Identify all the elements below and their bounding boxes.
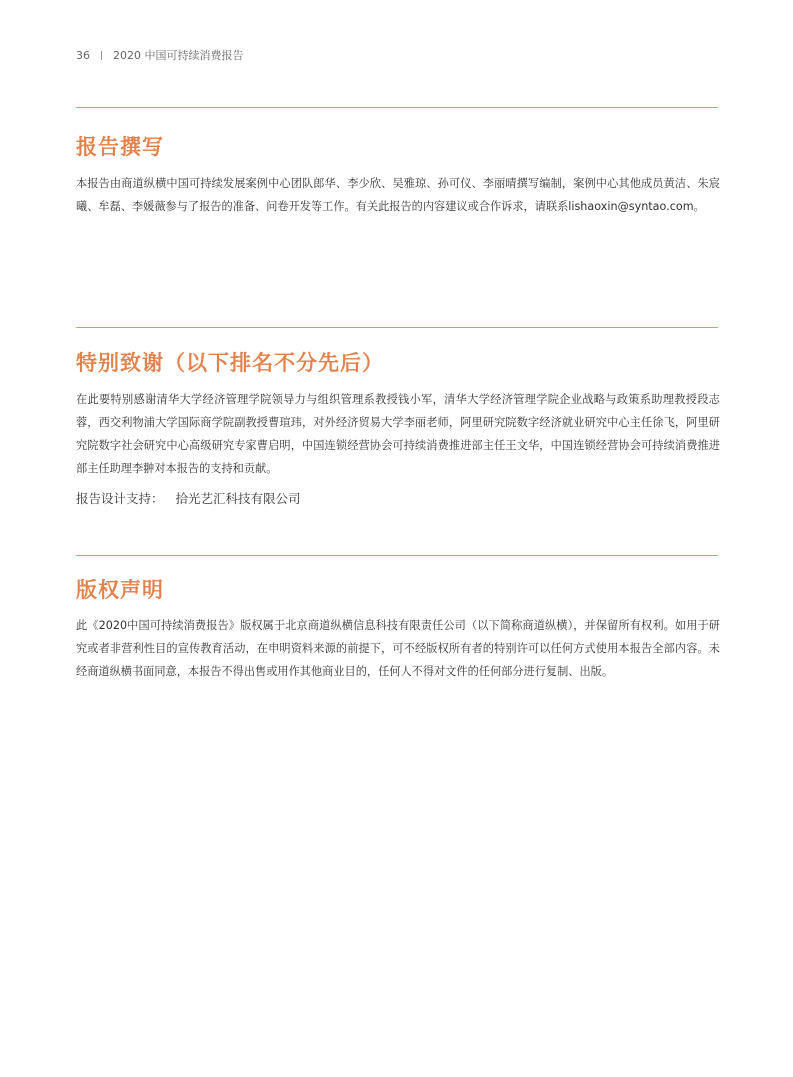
design-support-line bbox=[76, 489, 301, 509]
authors-paragraph: 本报告由商道纵横中国可持续发展案例中心团队郎华、李少欣、吴雅琼、孙可仪、李丽晴撰写编制，案例中心其他成员黄洁、朱宸曦、牟磊、李媛薇参与了报告的准备、问卷开发等工作。有关此报告的内容建议或合作诉求，请联系lishaoxin@syntao.com。 bbox=[76, 177, 720, 213]
page-header bbox=[76, 47, 244, 63]
page-number: 36 bbox=[76, 49, 90, 62]
design-support-value: 拾光艺汇科技有限公司 bbox=[175, 491, 301, 506]
report-title: 2020 中国可持续消费报告 bbox=[113, 49, 244, 62]
header-divider bbox=[101, 51, 102, 60]
copyright-paragraph: 此《2020中国可持续消费报告》版权属于北京商道纵横信息科技有限责任公司（以下简称商道纵横），并保留所有权利。如用于研究或者非营利性目的宣传教育活动，在申明资料来源的前提下，可不经版权所有者的特别许可以任何方式使用本报告全部内容。未经商道纵横书面同意，本报告不得出售或用作其他商业目的，任何人不得对文件的任何部分进行复制、出版。 bbox=[76, 619, 720, 678]
section-title-authors: 报告撰写 bbox=[76, 135, 164, 159]
section-divider-acknowledgements bbox=[76, 327, 718, 328]
section-title-acknowledgements: 特别致谢（以下排名不分先后） bbox=[76, 351, 384, 375]
section-divider-copyright bbox=[76, 555, 718, 556]
section-title-copyright: 版权声明 bbox=[76, 578, 164, 602]
acknowledgements-paragraph: 在此要特别感谢清华大学经济管理学院领导力与组织管理系教授钱小军，清华大学经济管理学院企业战略与政策系助理教授段志蓉，西交利物浦大学国际商学院副教授曹瑄玮，对外经济贸易大学李丽老师，阿里研究院数字经济就业研究中心主任徐飞，阿里研究院数字社会研究中心高级研究专家曹启明，中国连锁经营协会可持续消费推进部主任王文华，中国连锁经营协会可持续消费推进部主任助理李翀对本报告的支持和贡献。 bbox=[76, 393, 720, 475]
design-support-label: 报告设计支持： bbox=[76, 491, 164, 506]
section-divider-authors bbox=[76, 107, 718, 108]
